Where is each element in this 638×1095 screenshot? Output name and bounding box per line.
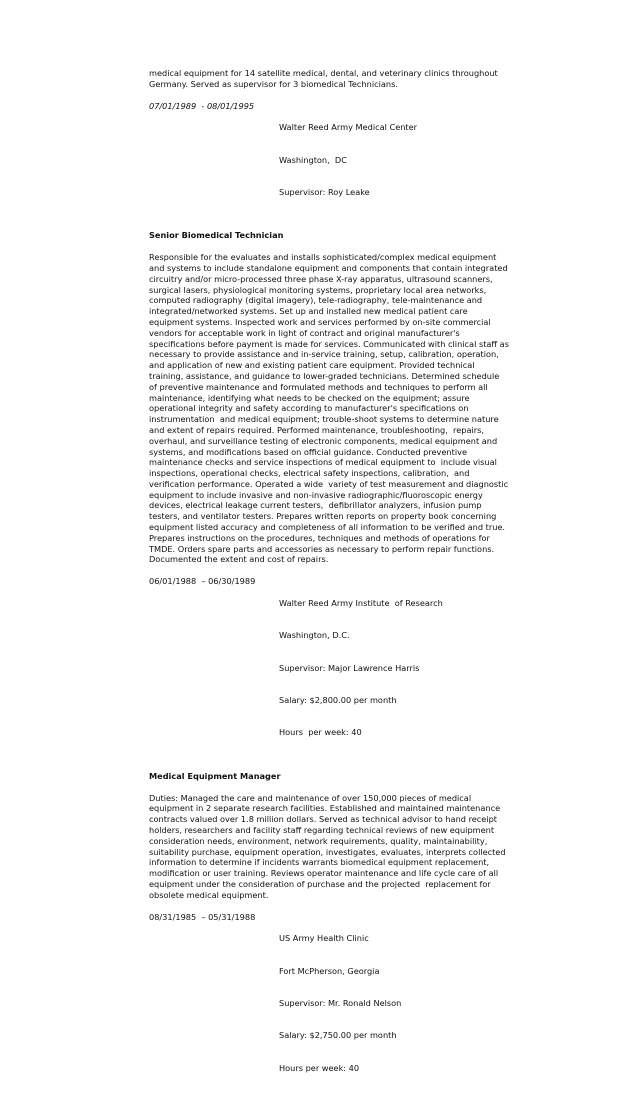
- employment-entry-us-army-health-clinic: [149, 912, 549, 1095]
- text-line: medical equipment for 14 satellite medical, dental, and veterinary clinics throughout: [149, 68, 498, 78]
- job-title: Medical Equipment Manager: [149, 770, 281, 781]
- employment-details: [279, 101, 417, 220]
- employment-dates: 08/31/1985 – 05/31/1988: [149, 911, 256, 922]
- intro-paragraph: [149, 68, 549, 90]
- text-line: instrumentation and medical equipment; trouble-shoot systems to determine nature: [149, 414, 499, 425]
- text-line: overhaul, and surveillance testing of electronic components, medical equipment and: [149, 435, 498, 446]
- employment-details: [279, 912, 401, 1095]
- employment-entry-walter-reed-medical-center: [149, 101, 549, 220]
- supervisor: Supervisor: Mr. Ronald Nelson: [279, 997, 402, 1008]
- text-line: Germany. Served as supervisor for 3 biomedical Technicians.: [149, 78, 398, 89]
- text-line: consideration needs, environment, network requirements, quality, maintainability,: [149, 835, 488, 846]
- text-line: equipment systems. Inspected work and services performed by on-site commercial: [149, 316, 491, 327]
- text-line: inspections, operational checks, electrical safety inspections, calibration, and: [149, 468, 470, 479]
- text-line: integrated/networked systems. Set up and installed new medical patient care: [149, 306, 468, 317]
- text-line: devices, electrical leakage current testers, defibrillator analyzers, infusion pump: [149, 500, 482, 511]
- hours-per-week: Hours per week: 40: [279, 727, 362, 738]
- text-line: equipment to include invasive and non-invasive radiographic/fluoroscopic energy: [149, 489, 483, 500]
- text-line: training, assistance, and guidance to lower-graded technicians. Determined schedule: [149, 370, 500, 381]
- salary: Salary: $2,800.00 per month: [279, 695, 397, 706]
- text-line: and extent of repairs required. Performed maintenance, troubleshooting, repairs,: [149, 424, 484, 435]
- text-line: Responsible for the evaluates and installs sophisticated/complex medical equipment: [149, 252, 497, 263]
- employer-name: Walter Reed Army Medical Center: [279, 122, 418, 133]
- text-line: vendors for acceptable work in light of contract and original manufacturer's: [149, 327, 460, 338]
- employment-details: [279, 576, 443, 760]
- text-line: circuitry and/or micro-processed three phase X-ray apparatus, ultrasound scanners,: [149, 273, 493, 284]
- text-line: equipment listed accuracy and completeness of all information to be verified and true.: [149, 522, 506, 533]
- job-title: Senior Biomedical Technician: [149, 230, 284, 241]
- employment-entry-walter-reed-research: [149, 576, 549, 760]
- employer-name: US Army Health Clinic: [279, 933, 369, 944]
- text-line: Prepares instructions on the procedures, techniques and methods of operations for: [149, 532, 490, 543]
- text-line: of preventive maintenance and formulated methods and techniques to perform all: [149, 381, 488, 392]
- text-line: TMDE. Orders spare parts and accessories as necessary to perform repair functions.: [149, 543, 495, 554]
- text-line: Duties: Managed the care and maintenance of over 150,000 pieces of medical: [149, 792, 472, 803]
- job-description: [149, 793, 549, 901]
- text-line: verification performance. Operated a wide variety of test measurement and diagnostic: [149, 478, 509, 489]
- hours-per-week: Hours per week: 40: [279, 1062, 360, 1073]
- employment-dates: 07/01/1989 - 08/01/1995: [149, 100, 255, 111]
- text-line: specifications before payment is made for services. Communicated with clinical staff as: [149, 338, 509, 349]
- supervisor: Supervisor: Roy Leake: [279, 186, 370, 197]
- text-line: Documented the extent and cost of repairs.: [149, 554, 329, 565]
- text-line: testers, and ventilator testers. Prepares written reports on property book concerning: [149, 511, 497, 522]
- employer-location: Fort McPherson, Georgia: [279, 965, 380, 976]
- text-line: computed radiography (digital imagery), tele-radiography, tele-maintenance and: [149, 295, 483, 306]
- text-line: obsolete medical equipment.: [149, 889, 269, 900]
- text-line: surgical lasers, physiological monitoring systems, proprietary local area networks,: [149, 284, 487, 295]
- text-line: operational integrity and safety according to manufacturer's specifications on: [149, 403, 469, 414]
- employment-dates: 06/01/1988 – 06/30/1989: [149, 576, 256, 587]
- text-line: equipment in 2 separate research facilities. Established and maintained maintenance: [149, 803, 501, 814]
- employer-name: Walter Reed Army Institute of Research: [279, 597, 443, 608]
- text-line: equipment under the consideration of purchase and the projected replacement for: [149, 878, 491, 889]
- employer-location: Washington, DC: [279, 154, 347, 165]
- text-line: contracts valued over 1.8 million dollars. Served as technical advisor to hand receipt: [149, 814, 498, 825]
- text-line: suitability purchase, equipment operation, investigates, evaluates, interprets collected: [149, 846, 506, 857]
- text-line: modification or user training. Reviews operator maintenance and life cycle care of all: [149, 868, 499, 879]
- employer-location: Washington, D.C.: [279, 630, 350, 641]
- job-description: [149, 252, 549, 565]
- resume-page: [149, 68, 549, 1095]
- text-line: and application of new and existing patient care equipment. Provided technical: [149, 360, 475, 371]
- text-line: systems, and modifications based on official guidance. Conducted preventive: [149, 446, 467, 457]
- text-line: maintenance, identifying what needs to be checked on the equipment; assure: [149, 392, 470, 403]
- text-line: holders, researchers and facility staff regarding technical reviews of new equipment: [149, 825, 495, 835]
- text-line: maintenance checks and service inspections of medical equipment to include visual: [149, 457, 497, 468]
- text-line: necessary to provide assistance and in-service training, setup, calibration, operation,: [149, 349, 499, 360]
- text-line: information to determine if incidents warrants biomedical equipment replacement,: [149, 857, 490, 868]
- text-line: and systems to include standalone equipment and components that contain integrated: [149, 262, 508, 273]
- salary: Salary: $2,750.00 per month: [279, 1030, 397, 1041]
- supervisor: Supervisor: Major Lawrence Harris: [279, 662, 420, 673]
